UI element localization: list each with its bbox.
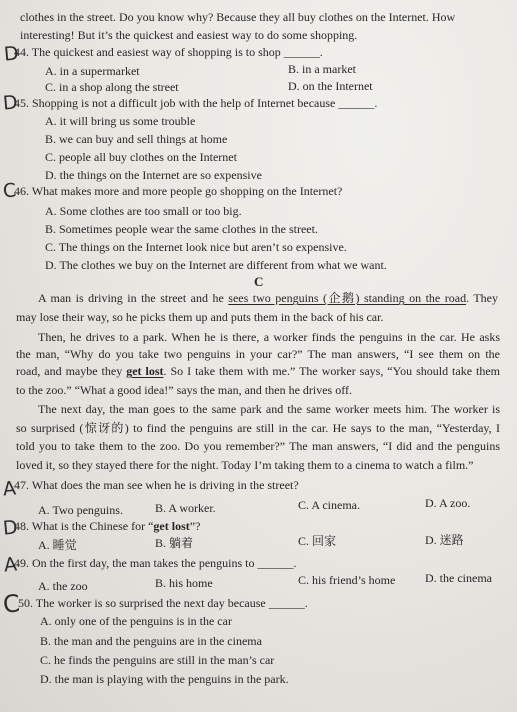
passage-line: told you to take them to the zoo. Do you remember?” The man answers, “I did and the penguins [16, 439, 500, 453]
answer-mark-46: C [2, 179, 18, 203]
question-46-option-c: C. The things on the Internet look nice but aren’t so expensive. [45, 240, 347, 254]
bold-phrase: get lost [153, 519, 190, 533]
question-48-option-c: C. 回家 [298, 534, 337, 548]
question-50-option-d: D. the man is playing with the penguins in the park. [40, 672, 289, 686]
question-49-option-d: D. the cinema [425, 571, 492, 585]
question-47-stem: 47. What does the man see when he is driving in the street? [14, 478, 299, 492]
question-46-stem: 46. What makes more and more people go shopping on the Internet? [14, 184, 343, 198]
question-45-option-b: B. we can buy and sell things at home [45, 132, 228, 146]
question-48-stem [14, 518, 200, 534]
question-47-option-a: A. Two penguins. [38, 503, 123, 517]
question-50-option-a: A. only one of the penguins is in the car [40, 614, 232, 628]
passage-line: to the zoo.” “What a good idea!” says the man, and then he drives off. [16, 383, 352, 397]
question-text: 48. What is the Chinese for “ [14, 519, 154, 533]
question-45-stem: 45. Shopping is not a difficult job with the help of Internet because ______. [14, 96, 378, 110]
question-45-option-d: D. the things on the Internet are so expensive [45, 168, 262, 182]
question-44-option-c: C. in a shop along the street [45, 80, 179, 94]
question-49-option-c: C. his friend’s home [298, 573, 396, 587]
question-49-option-a: A. the zoo [38, 579, 88, 593]
question-50-option-c: C. he finds the penguins are still in the man’s car [40, 653, 275, 667]
question-text: ”? [189, 519, 201, 533]
question-47-option-c: C. A cinema. [298, 498, 360, 512]
answer-mark-50: C [1, 589, 21, 619]
question-48-option-b: B. 躺着 [155, 536, 194, 550]
question-48-option-d: D. 迷路 [425, 533, 464, 547]
question-45-option-c: C. people all buy clothes on the Internet [45, 150, 237, 164]
answer-mark-48: D [2, 516, 19, 540]
question-44-option-b: B. in a market [288, 62, 356, 76]
question-46-option-d: D. The clothes we buy on the Internet are different from what we want. [45, 258, 387, 272]
passage-line: Then, he drives to a park. When he is there, a worker finds the penguins in the car. He asks [38, 330, 500, 344]
passage-line: the man, “Why do you take two penguins in your car?” The man answers, “I see them on the [16, 347, 500, 361]
question-47-option-d: D. A zoo. [425, 496, 471, 510]
passage-text: . So I take them with me.” The worker says, “You should take them [163, 364, 500, 378]
passage-line [38, 290, 498, 306]
underlined-phrase: sees two penguins (企鹅) standing on the road [228, 291, 467, 305]
question-44-stem: 44. The quickest and easiest way of shopping is to shop ______. [14, 45, 323, 59]
question-44-option-a: A. in a supermarket [45, 64, 140, 78]
answer-mark-44: D [3, 42, 20, 66]
question-45-option-a: A. it will bring us some trouble [45, 114, 196, 128]
question-50-stem: 50. The worker is so surprised the next day because ______. [18, 596, 308, 610]
question-44-option-d: D. on the Internet [288, 79, 373, 93]
question-48-option-a: A. 睡觉 [38, 538, 77, 552]
question-49-stem: 49. On the first day, the man takes the penguins to ______. [14, 556, 297, 570]
passage-line: so surprised (惊讶的) to find the penguins are still in the car. He says to the man, “Yesterday, I [16, 421, 500, 435]
answer-mark-45: D [2, 91, 19, 115]
passage-text: . They [466, 291, 498, 305]
bold-phrase: get lost [126, 364, 164, 378]
passage-line: The next day, the man goes to the same park and the same worker meets him. The worker is [38, 402, 500, 416]
question-46-option-b: B. Sometimes people wear the same clothes in the street. [45, 222, 318, 236]
passage-line: loved it, so they stayed there for the night. Today I’m taking them to a cinema to watch a film.” [16, 458, 474, 472]
answer-mark-49: A [3, 553, 18, 577]
question-49-option-b: B. his home [155, 576, 213, 590]
passage-text: A man is driving in the street and he [38, 291, 229, 305]
passage-line [16, 363, 500, 379]
question-50-option-b: B. the man and the penguins are in the cinema [40, 634, 262, 648]
passage-line: may lose their way, so he picks them up and puts them in the back of his car. [16, 310, 384, 324]
intro-line: clothes in the street. Do you know why? Because they all buy clothes on the Internet. How [20, 10, 456, 24]
intro-line: interesting! But it’s the quickest and easiest way to do some shopping. [20, 28, 358, 42]
answer-mark-47: A [2, 477, 17, 501]
passage-text: road, and maybe they [16, 364, 127, 378]
section-heading: C [254, 274, 264, 289]
question-46-option-a: A. Some clothes are too small or too big. [45, 204, 242, 218]
question-47-option-b: B. A worker. [155, 501, 216, 515]
